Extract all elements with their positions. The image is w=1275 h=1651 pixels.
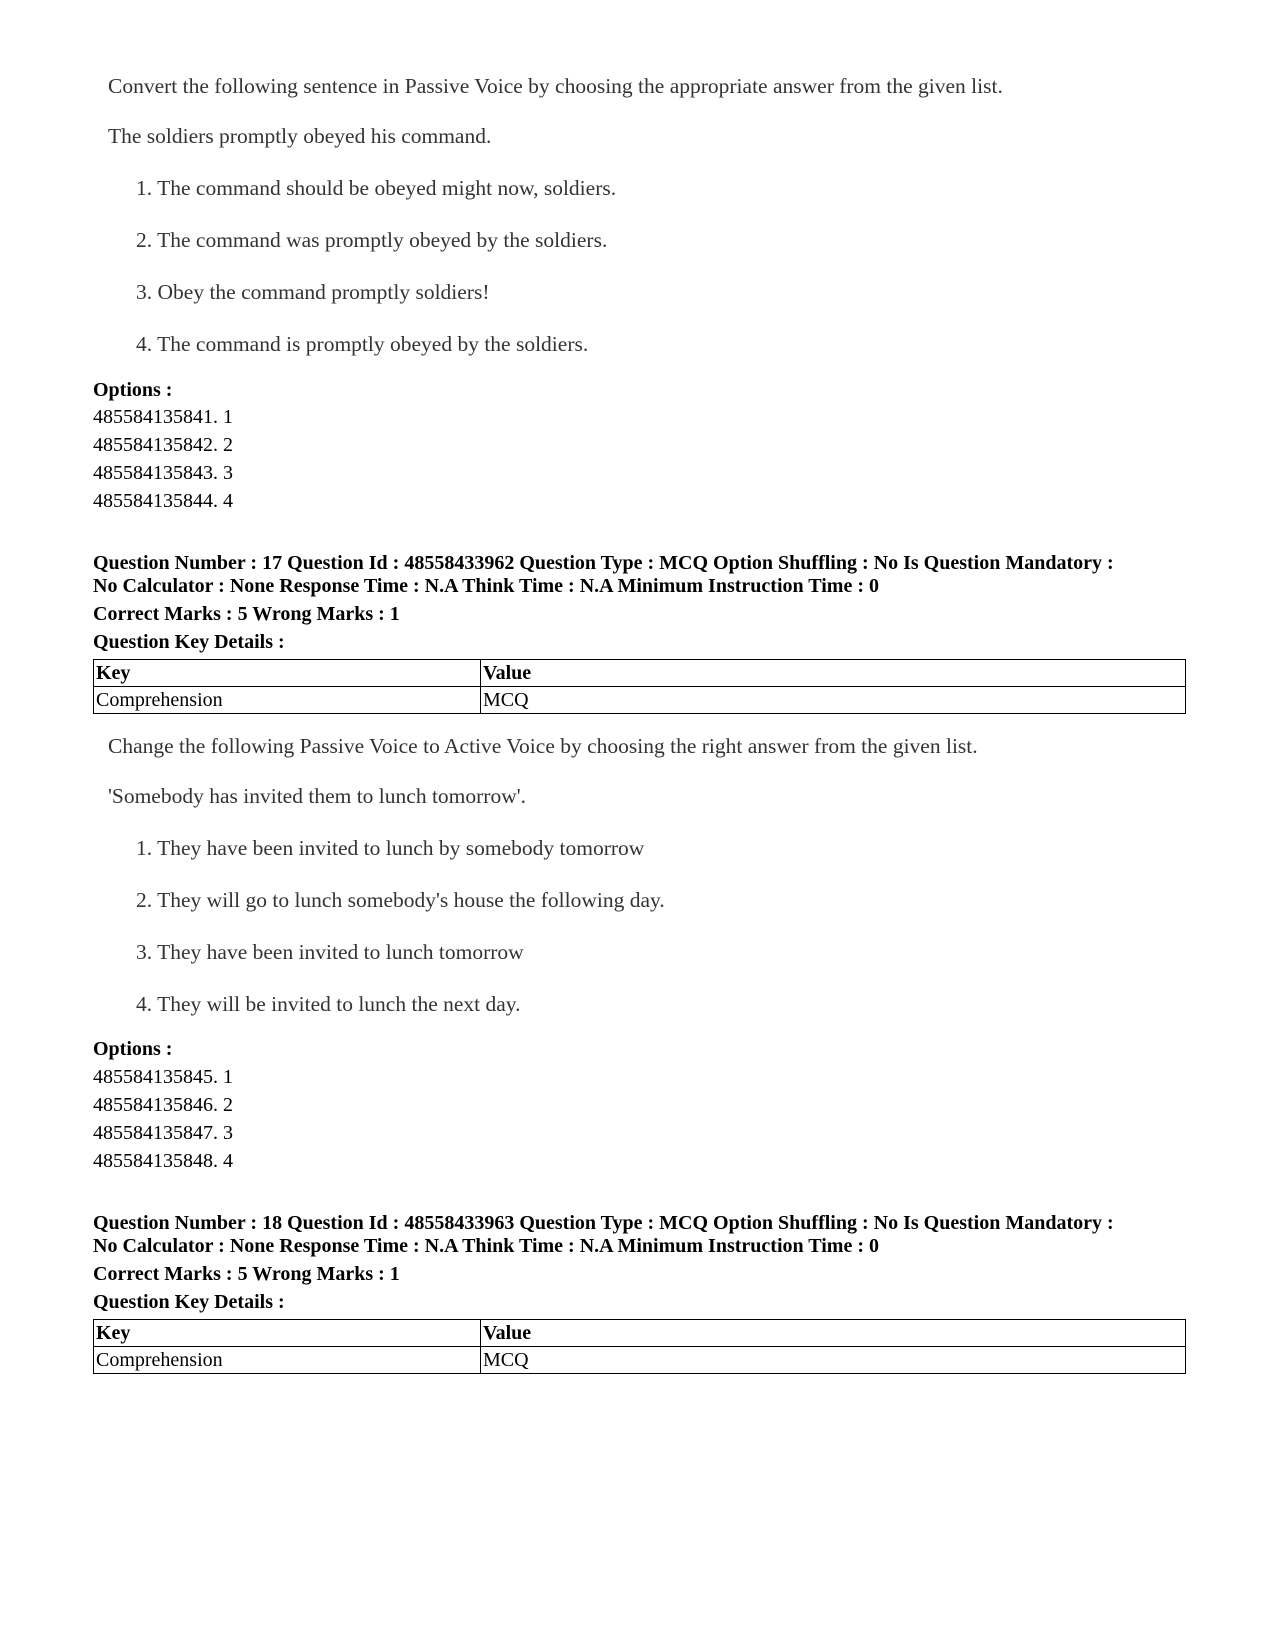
question-17-choice: 2. They will go to lunch somebody's house the following day. xyxy=(136,888,665,912)
option-item: 485584135845. 1 xyxy=(93,1066,233,1088)
question-18-key-details-label: Question Key Details : xyxy=(93,1291,285,1313)
question-17-choice: 3. They have been invited to lunch tomorrow xyxy=(136,940,524,964)
question-16-choice: 4. The command is promptly obeyed by the soldiers. xyxy=(136,332,589,356)
question-17-options-label: Options : xyxy=(93,1038,173,1060)
option-item: 485584135847. 3 xyxy=(93,1122,233,1144)
question-16-instruction: Convert the following sentence in Passive Voice by choosing the appropriate answer from the given list. xyxy=(108,74,1003,98)
question-18-meta-line2: No Calculator : None Response Time : N.A Think Time : N.A Minimum Instruction Time : 0 xyxy=(93,1235,879,1257)
question-16-choice: 2. The command was promptly obeyed by the soldiers. xyxy=(136,228,608,252)
option-item: 485584135848. 4 xyxy=(93,1150,233,1172)
question-18-marks: Correct Marks : 5 Wrong Marks : 1 xyxy=(93,1263,400,1285)
question-17-instruction: Change the following Passive Voice to Active Voice by choosing the right answer from the given list. xyxy=(108,734,978,758)
value-cell: MCQ xyxy=(481,687,1186,714)
value-header: Value xyxy=(481,660,1186,687)
key-header: Key xyxy=(94,1320,481,1347)
question-17-meta-line2: No Calculator : None Response Time : N.A Think Time : N.A Minimum Instruction Time : 0 xyxy=(93,575,879,597)
question-16-options-label: Options : xyxy=(93,379,173,401)
question-17-key-details-label: Question Key Details : xyxy=(93,631,285,653)
key-header: Key xyxy=(94,660,481,687)
value-cell: MCQ xyxy=(481,1347,1186,1374)
table-header-row xyxy=(94,1320,1186,1347)
question-17-marks: Correct Marks : 5 Wrong Marks : 1 xyxy=(93,603,400,625)
table-row xyxy=(94,1347,1186,1374)
option-item: 485584135841. 1 xyxy=(93,406,233,428)
question-17-meta xyxy=(93,552,1193,598)
question-16-sentence: The soldiers promptly obeyed his command. xyxy=(108,124,492,148)
question-18-meta-line1: Question Number : 18 Question Id : 48558433963 Question Type : MCQ Option Shuffling : No Is Question Mandatory : xyxy=(93,1212,1114,1234)
key-cell: Comprehension xyxy=(94,687,481,714)
question-17-choice: 4. They will be invited to lunch the next day. xyxy=(136,992,521,1016)
question-18-key-table xyxy=(93,1319,1186,1374)
value-header: Value xyxy=(481,1320,1186,1347)
table-header-row xyxy=(94,660,1186,687)
table-row xyxy=(94,687,1186,714)
question-17-key-table xyxy=(93,659,1186,714)
question-18-meta xyxy=(93,1212,1193,1258)
question-17-sentence: 'Somebody has invited them to lunch tomorrow'. xyxy=(108,784,526,808)
option-item: 485584135843. 3 xyxy=(93,462,233,484)
question-16-choice: 3. Obey the command promptly soldiers! xyxy=(136,280,490,304)
option-item: 485584135844. 4 xyxy=(93,490,233,512)
question-17-choice: 1. They have been invited to lunch by somebody tomorrow xyxy=(136,836,645,860)
key-cell: Comprehension xyxy=(94,1347,481,1374)
option-item: 485584135846. 2 xyxy=(93,1094,233,1116)
option-item: 485584135842. 2 xyxy=(93,434,233,456)
question-17-meta-line1: Question Number : 17 Question Id : 48558433962 Question Type : MCQ Option Shuffling : No Is Question Mandatory : xyxy=(93,552,1114,574)
question-16-choice: 1. The command should be obeyed might now, soldiers. xyxy=(136,176,617,200)
